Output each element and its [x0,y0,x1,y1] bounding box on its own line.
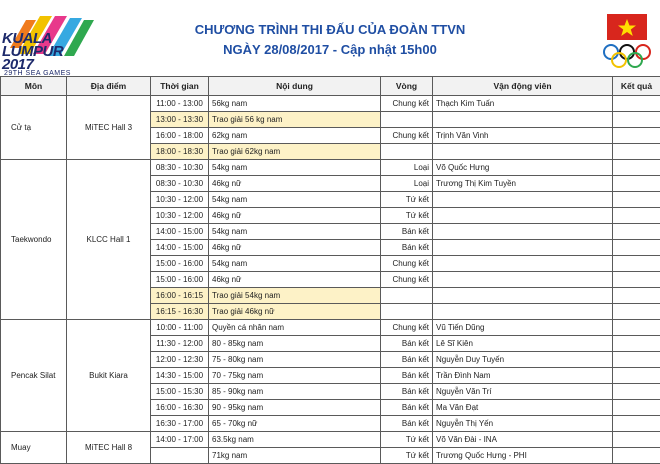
time-cell: 13:00 - 13:30 [151,112,209,128]
athlete-cell: Nguyễn Văn Trí [433,384,613,400]
venue-cell: KLCC Hall 1 [67,160,151,320]
schedule-body [1,96,660,464]
time-cell: 18:00 - 18:30 [151,144,209,160]
page-header [0,0,660,80]
round-cell [381,304,433,320]
table-row [1,96,660,112]
round-cell: Loại [381,160,433,176]
time-cell: 16:00 - 16:15 [151,288,209,304]
event-cell: 63.5kg nam [209,432,381,448]
event-cell: 46kg nữ [209,176,381,192]
time-cell: 15:00 - 16:00 [151,272,209,288]
time-cell: 14:00 - 15:00 [151,240,209,256]
logo-subtext: 29TH SEA GAMES [4,70,71,77]
result-cell [613,400,660,416]
athlete-cell [433,304,613,320]
time-cell: 14:30 - 15:00 [151,368,209,384]
athlete-cell: Ma Văn Đạt [433,400,613,416]
result-cell [613,144,660,160]
athlete-cell [433,224,613,240]
athlete-cell [433,208,613,224]
result-cell [613,192,660,208]
athlete-cell [433,144,613,160]
athlete-cell [433,112,613,128]
round-cell: Chung kết [381,272,433,288]
time-cell: 14:00 - 15:00 [151,224,209,240]
round-cell: Bán kết [381,240,433,256]
round-cell: Bán kết [381,224,433,240]
time-cell [151,448,209,464]
time-cell: 16:00 - 18:00 [151,128,209,144]
athlete-cell: Trương Thị Kim Tuyền [433,176,613,192]
event-cell: 71kg nam [209,448,381,464]
round-cell [381,112,433,128]
table-row [1,160,660,176]
result-cell [613,112,660,128]
round-cell: Bán kết [381,368,433,384]
event-cell: 75 - 80kg nam [209,352,381,368]
athlete-cell: Trần Đình Nam [433,368,613,384]
column-header: Kết quả [613,77,660,96]
column-header: Địa điểm [67,77,151,96]
event-cell: 56kg nam [209,96,381,112]
result-cell [613,368,660,384]
round-cell [381,144,433,160]
athlete-cell: Vũ Tiến Dũng [433,320,613,336]
event-cell: 54kg nam [209,192,381,208]
round-cell: Chung kết [381,96,433,112]
page-subtitle: NGÀY 28/08/2017 - Cập nhật 15h00 [150,42,510,57]
result-cell [613,256,660,272]
column-header: Nội dung [209,77,381,96]
time-cell: 16:15 - 16:30 [151,304,209,320]
result-cell [613,304,660,320]
time-cell: 11:00 - 13:00 [151,96,209,112]
result-cell [613,432,660,448]
round-cell: Tứ kết [381,208,433,224]
venue-cell: MiTEC Hall 3 [67,96,151,160]
round-cell: Bán kết [381,352,433,368]
table-row [1,320,660,336]
sport-cell: Taekwondo [1,160,67,320]
event-cell: Trao giải 56 kg nam [209,112,381,128]
event-cell: 54kg nam [209,256,381,272]
venue-cell: Bukit Kiara [67,320,151,432]
sport-cell: Pencak Silat [1,320,67,432]
result-cell [613,176,660,192]
time-cell: 10:30 - 12:00 [151,192,209,208]
event-cell: 46kg nữ [209,240,381,256]
result-cell [613,384,660,400]
event-cell: 54kg nam [209,224,381,240]
athlete-cell: Trịnh Văn Vinh [433,128,613,144]
round-cell: Chung kết [381,320,433,336]
flag-rings-icon [597,12,657,78]
result-cell [613,128,660,144]
sport-cell: Muay [1,432,67,464]
time-cell: 08:30 - 10:30 [151,160,209,176]
column-header: Vận động viên [433,77,613,96]
athlete-cell: Lê Sĩ Kiên [433,336,613,352]
result-cell [613,416,660,432]
page-title: CHƯƠNG TRÌNH THI ĐẤU CỦA ĐOÀN TTVN [150,22,510,37]
vietnam-olympic-logo [597,12,657,78]
table-header-row [1,77,660,96]
table-row [1,432,660,448]
time-cell: 15:00 - 15:30 [151,384,209,400]
round-cell [381,288,433,304]
round-cell: Tứ kết [381,448,433,464]
sport-cell: Cử tạ [1,96,67,160]
event-cell: 90 - 95kg nam [209,400,381,416]
round-cell: Bán kết [381,336,433,352]
athlete-cell: Võ Văn Đài - INA [433,432,613,448]
result-cell [613,208,660,224]
round-cell: Loại [381,176,433,192]
round-cell: Chung kết [381,256,433,272]
athlete-cell [433,240,613,256]
event-cell: 46kg nữ [209,208,381,224]
event-cell: Quyền cá nhân nam [209,320,381,336]
event-cell: Trao giải 62kg nam [209,144,381,160]
time-cell: 15:00 - 16:00 [151,256,209,272]
result-cell [613,336,660,352]
time-cell: 11:30 - 12:00 [151,336,209,352]
round-cell: Tứ kết [381,192,433,208]
time-cell: 16:30 - 17:00 [151,416,209,432]
result-cell [613,224,660,240]
result-cell [613,272,660,288]
sea-games-logo [0,14,100,72]
round-cell: Tứ kết [381,432,433,448]
result-cell [613,160,660,176]
event-cell: 85 - 90kg nam [209,384,381,400]
result-cell [613,240,660,256]
event-cell: Trao giải 54kg nam [209,288,381,304]
athlete-cell: Nguyễn Thị Yến [433,416,613,432]
time-cell: 16:00 - 16:30 [151,400,209,416]
athlete-cell [433,288,613,304]
result-cell [613,288,660,304]
round-cell: Chung kết [381,128,433,144]
athlete-cell [433,256,613,272]
column-header: Môn [1,77,67,96]
round-cell: Bán kết [381,400,433,416]
athlete-cell: Võ Quốc Hưng [433,160,613,176]
result-cell [613,96,660,112]
time-cell: 12:00 - 12:30 [151,352,209,368]
result-cell [613,320,660,336]
athlete-cell [433,272,613,288]
round-cell: Bán kết [381,416,433,432]
athlete-cell: Trương Quốc Hưng - PHI [433,448,613,464]
time-cell: 10:00 - 11:00 [151,320,209,336]
event-cell: 70 - 75kg nam [209,368,381,384]
time-cell: 10:30 - 12:00 [151,208,209,224]
time-cell: 08:30 - 10:30 [151,176,209,192]
result-cell [613,448,660,464]
event-cell: 65 - 70kg nữ [209,416,381,432]
event-cell: 54kg nam [209,160,381,176]
athlete-cell [433,192,613,208]
time-cell: 14:00 - 17:00 [151,432,209,448]
round-cell: Bán kết [381,384,433,400]
venue-cell: MiTEC Hall 8 [67,432,151,464]
schedule-table [0,76,660,464]
column-header: Vòng [381,77,433,96]
athlete-cell: Nguyễn Duy Tuyến [433,352,613,368]
event-cell: Trao giải 46kg nữ [209,304,381,320]
column-header: Thời gian [151,77,209,96]
logo-text: KUALA LUMPUR 2017 [2,32,63,71]
event-cell: 80 - 85kg nam [209,336,381,352]
event-cell: 62kg nam [209,128,381,144]
athlete-cell: Thạch Kim Tuấn [433,96,613,112]
result-cell [613,352,660,368]
event-cell: 46kg nữ [209,272,381,288]
